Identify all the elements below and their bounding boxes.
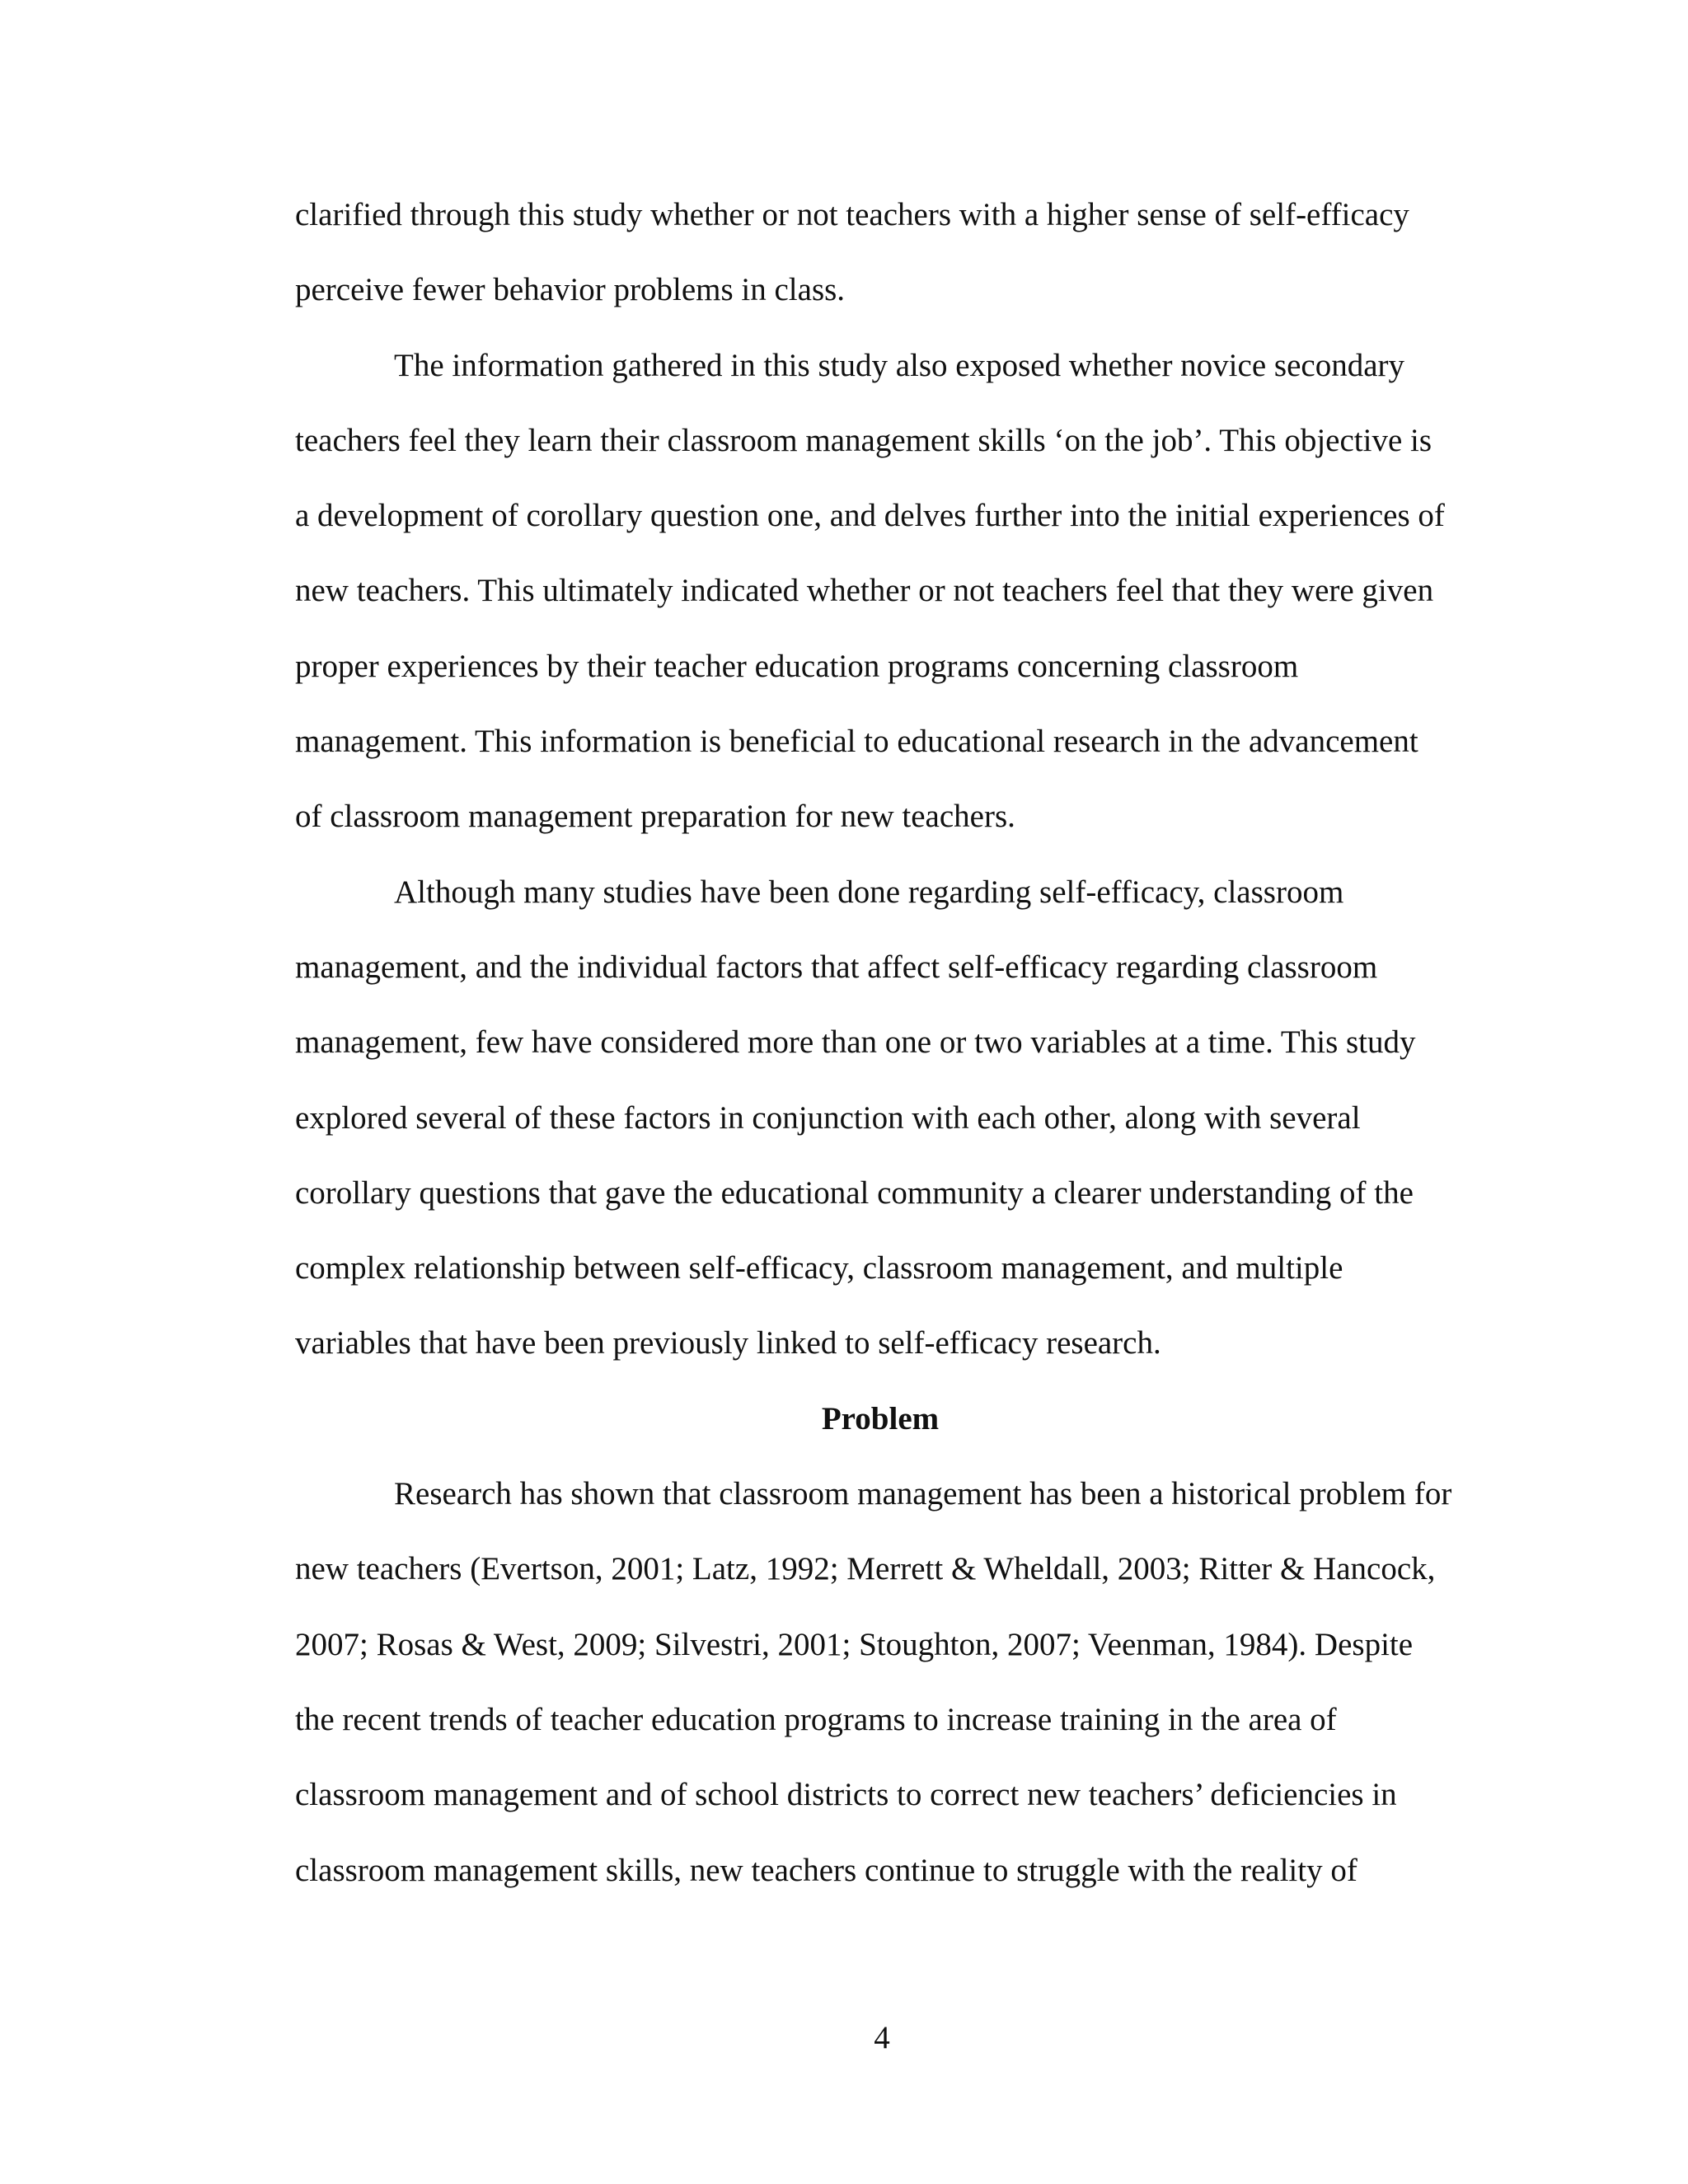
paragraph-start-line: Research has shown that classroom management has been a historical problem for <box>394 1476 1452 1512</box>
text-line: management, few have considered more than one or two variables at a time. This study <box>295 1024 1416 1061</box>
text-line: classroom management skills, new teachers continue to struggle with the reality of <box>295 1852 1357 1888</box>
text-line: new teachers. This ultimately indicated whether or not teachers feel that they were given <box>295 573 1434 609</box>
paragraph-start-line: Although many studies have been done regarding self-efficacy, classroom <box>394 874 1344 910</box>
text-line: classroom management and of school districts to correct new teachers’ deficiencies in <box>295 1777 1397 1813</box>
section-heading: Problem <box>821 1400 940 1436</box>
page-number: 4 <box>874 2020 890 2055</box>
text-line: a development of corollary question one, and delves further into the initial experiences of <box>295 498 1445 534</box>
text-line: new teachers (Evertson, 2001; Latz, 1992; Merrett & Wheldall, 2003; Ritter & Hancock, <box>295 1551 1436 1587</box>
text-line: proper experiences by their teacher education programs concerning classroom <box>295 648 1299 684</box>
paragraph-start-line: The information gathered in this study also exposed whether novice secondary <box>394 347 1404 383</box>
text-line: corollary questions that gave the educational community a clearer understanding of the <box>295 1174 1414 1211</box>
text-line: of classroom management preparation for new teachers. <box>295 799 1015 835</box>
text-line: perceive fewer behavior problems in class. <box>295 272 846 308</box>
text-line: variables that have been previously linked to self-efficacy research. <box>295 1325 1161 1361</box>
text-line: clarified through this study whether or not teachers with a higher sense of self-efficacy <box>295 197 1409 232</box>
body-text <box>295 186 1465 1917</box>
text-line: explored several of these factors in conjunction with each other, along with several <box>295 1099 1361 1136</box>
text-line: complex relationship between self-efficacy, classroom management, and multiple <box>295 1250 1343 1286</box>
text-line: teachers feel they learn their classroom management skills ‘on the job’. This objective is <box>295 422 1432 458</box>
text-line: the recent trends of teacher education programs to increase training in the area of <box>295 1701 1337 1737</box>
text-line: 2007; Rosas & West, 2009; Silvestri, 2001; Stoughton, 2007; Veenman, 1984). Despite <box>295 1626 1414 1662</box>
text-line: management, and the individual factors that affect self-efficacy regarding classroom <box>295 949 1378 985</box>
text-line: management. This information is beneficial to educational research in the advancement <box>295 724 1418 760</box>
